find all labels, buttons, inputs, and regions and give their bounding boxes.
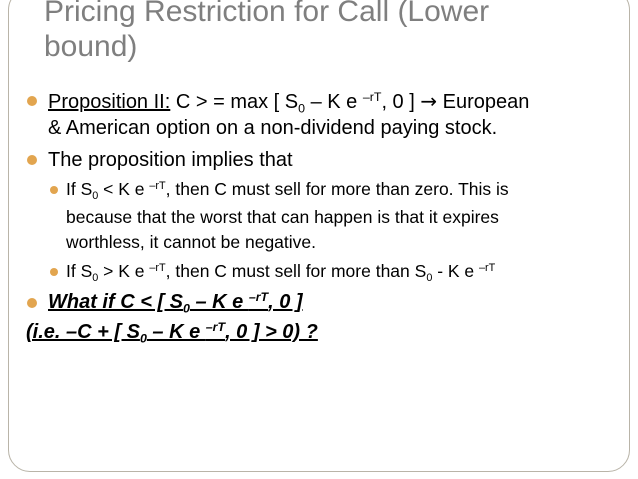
title-line-2: bound) (44, 30, 138, 63)
arrow-right-icon: → (420, 89, 438, 113)
slide-title (44, 0, 604, 64)
bullet-proposition-line-1: Proposition II: C > = max [ $S_0$ – K e $^{-rT}$, 0 ] → European (48, 89, 530, 116)
bullet-proposition-line-2: & American option on a non-dividend paying stock. (48, 117, 498, 139)
title-line-1: Pricing Restriction for Call (Lower (44, 0, 490, 28)
bullet-1-marker (27, 96, 37, 106)
subbullet-1-line-3: worthless, it cannot be negative. (66, 232, 317, 252)
question-line-1: What if C < [ $S_0$ – K e $^{-rT}$, 0 ] (48, 290, 303, 316)
subbullet-1-line-1: If $S_0 < K$ e $^{-rT}$, then C must sell for more than zero. This is (66, 179, 509, 202)
subbullet-2-marker (50, 268, 58, 276)
bullet-implies: The proposition implies that (48, 149, 293, 171)
subbullet-1-line-2: because that the worst that can happen is that it expires (66, 207, 499, 227)
subbullet-1-marker (50, 186, 58, 194)
bullet-3-marker (27, 298, 37, 308)
proposition-label: Proposition II: (48, 91, 171, 113)
question-line-2: (i.e. –C + [ $S_0$ – K e $^{-rT}$, 0 ] > 0) ? (26, 320, 318, 346)
subbullet-2-line: If $S_0 > K$ e $^{-rT}$, then C must sell for more than $S_0$ - K e $^{-rT}$ (66, 261, 496, 284)
bullet-2-marker (27, 155, 37, 165)
